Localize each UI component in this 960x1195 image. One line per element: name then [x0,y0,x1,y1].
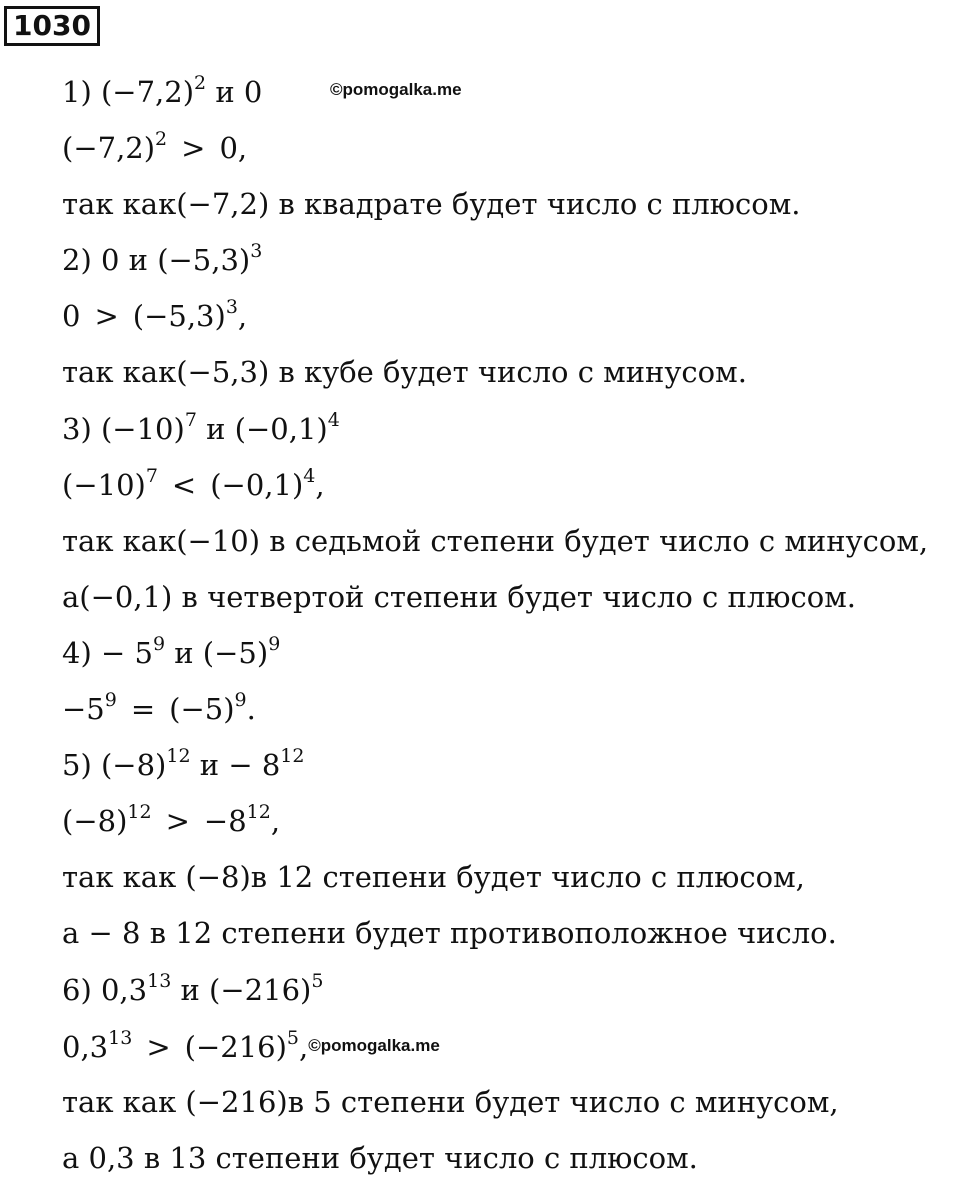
exponent: 3 [250,240,263,263]
watermark: ©pomogalka.me [330,80,462,99]
exponent: 3 [225,296,238,319]
watermark: ©pomogalka.me [308,1035,440,1055]
exponent: 5 [286,1026,299,1049]
punct: . [246,692,256,727]
expr: 3) (−10) [62,411,185,446]
exponent: 2 [155,128,168,151]
exponent: 12 [280,745,305,768]
solution-line-18 [62,1024,952,1080]
solution-line-14 [62,799,952,855]
expr: 5) (−8) [62,748,167,783]
exponent: 12 [166,745,191,768]
exponent: 5 [311,969,324,992]
solution-line-12 [62,687,952,743]
solution-line-19: так как (−216)в 5 степени будет число с минусом, [62,1084,839,1119]
exponent: 7 [145,464,158,487]
exponent: 9 [152,632,166,655]
exponent: 4 [327,408,340,431]
expr: −5 [62,692,105,727]
operator: > [165,804,190,839]
expr: (−8) [62,804,128,839]
expr: (−5,3) [132,299,226,334]
expr: 6) 0,3 [62,972,148,1007]
expr: 0, [219,131,248,166]
expr: (−5) [169,692,235,727]
solution-line-15: так как (−8)в 12 степени будет число с плюсом, [62,860,805,895]
solution-line-16: а − 8 в 12 степени будет противоположное число. [62,916,837,951]
expr: и − 8 [190,748,281,783]
solution-line-20: а 0,3 в 13 степени будет число с плюсом. [62,1140,698,1175]
punct: , [299,1029,309,1064]
solution-line-8 [62,463,952,519]
punct: , [237,299,248,334]
expr: и (−0,1) [196,411,328,446]
expr: и (−216) [171,972,312,1007]
exponent: 9 [234,689,247,712]
exponent: 9 [104,689,117,712]
problem-number: 1030 [4,6,100,46]
exponent: 7 [184,408,197,431]
exponent: 12 [127,801,152,824]
exponent: 13 [147,969,172,992]
solution-line-2 [62,126,952,182]
solution-line-13 [62,743,952,799]
expr: −8 [203,804,247,839]
exponent: 13 [108,1026,133,1049]
solution-line-17 [62,968,952,1024]
solution-line-11 [62,631,952,687]
expr: 1) (−7,2) [62,75,195,109]
expr: и 0 [206,75,263,109]
punct: , [315,467,325,502]
expr: (−0,1) [210,467,304,502]
operator: > [146,1029,171,1064]
operator: > [181,131,206,166]
exponent: 12 [246,801,271,824]
solution-line-10: а(−0,1) в четвертой степени будет число с плюсом. [62,579,856,614]
operator: > [94,299,119,334]
solution-line-1 [62,70,952,126]
solution-line-6: так как(−5,3) в кубе будет число с минусом. [62,355,747,390]
expr: (−7,2) [62,131,156,166]
solution-line-4 [62,238,952,294]
exponent: 9 [268,632,281,655]
expr: (−216) [184,1029,287,1064]
exponent: 2 [194,72,207,94]
expr: 0 [62,299,81,334]
expr: 2) 0 и (−5,3) [62,243,251,278]
operator: < [171,467,197,502]
expr: 0,3 [62,1029,109,1064]
solution-text [62,70,952,1192]
solution-line-5 [62,294,952,350]
expr: 4) − 5 [62,635,153,670]
solution-line-3: так как(−7,2) в квадрате будет число с плюсом. [62,187,801,222]
exponent: 4 [303,464,316,487]
solution-line-9: так как(−10) в седьмой степени будет число с минусом, [62,523,929,558]
expr: (−10) [62,467,146,502]
solution-line-7 [62,407,952,463]
punct: , [270,804,281,839]
operator: = [130,692,156,727]
expr: и (−5) [165,635,269,670]
